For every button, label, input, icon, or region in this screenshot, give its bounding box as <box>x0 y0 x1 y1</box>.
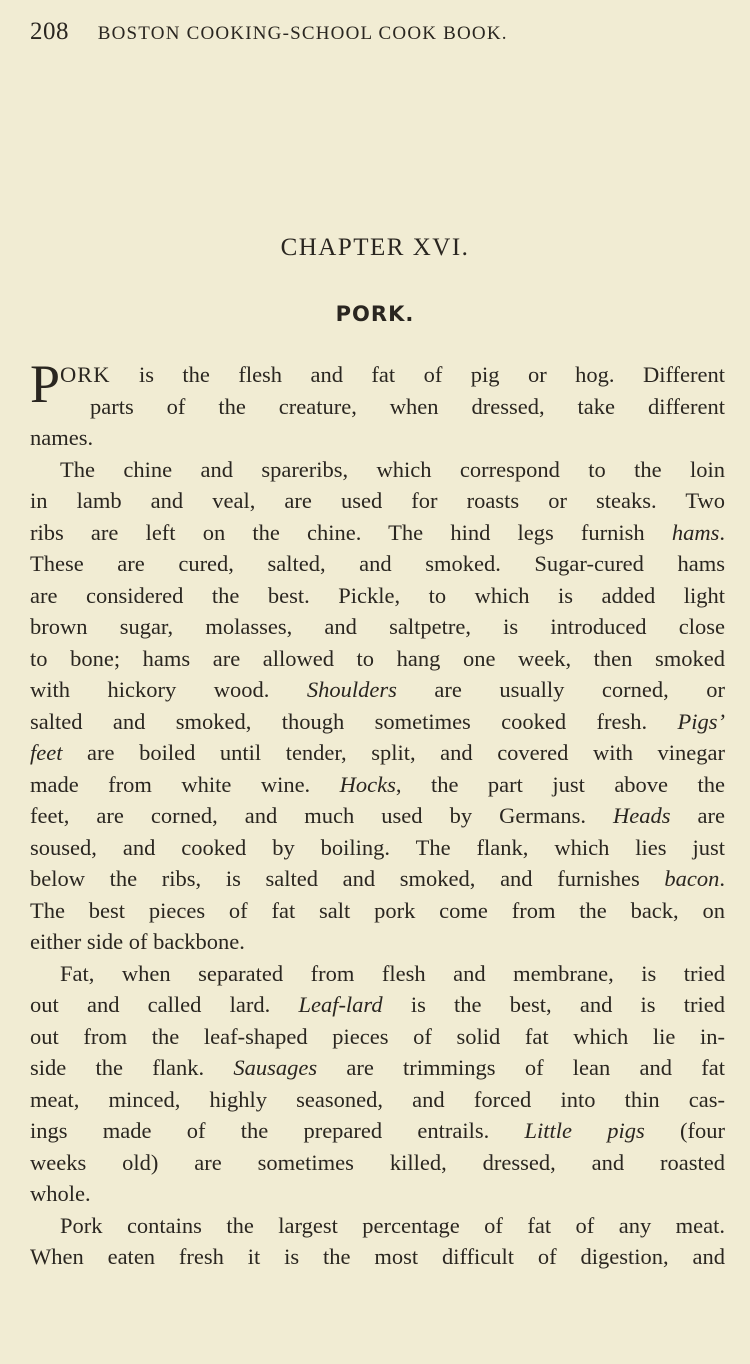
chapter-title: CHAPTER XVI. <box>280 234 470 261</box>
text-line: The best pieces of fat salt pork come from the back, on <box>30 897 725 923</box>
text-line: made from white wine. Hocks, the part just above the <box>30 771 725 797</box>
text-line: When eaten fresh it is the most difficult of digestion, and <box>30 1244 725 1269</box>
running-title: BOSTON COOKING-SCHOOL COOK BOOK. <box>97 23 508 44</box>
text-line: are considered the best. Pickle, to which is added light <box>30 582 725 608</box>
text-line: names. <box>30 425 94 450</box>
text-line: below the ribs, is salted and smoked, and furnishes bacon. <box>30 866 725 891</box>
text-line: either side of backbone. <box>30 929 245 954</box>
text-line: Fat, when separated from flesh and membrane, is tried <box>60 960 725 986</box>
text-line: ings made of the prepared entrails. Little pigs (four <box>30 1118 725 1143</box>
text-line: feet are boiled until tender, split, and covered with vinegar <box>30 740 725 765</box>
text-line: meat, minced, highly seasoned, and forced into thin cas- <box>30 1086 725 1112</box>
text-line: weeks old) are sometimes killed, dressed, and roasted <box>30 1149 725 1175</box>
text-line: out from the leaf-shaped pieces of solid fat which lie in- <box>30 1023 725 1049</box>
text-line: in lamb and veal, are used for roasts or steaks. Two <box>30 488 725 513</box>
page-number: 208 <box>30 18 69 45</box>
text-line: feet, are corned, and much used by Germans. Heads are <box>30 803 726 828</box>
text-line: out and called lard. Leaf-lard is the best, and is tried <box>30 992 726 1017</box>
text-line: P ORK is the flesh and fat of pig or hog. Different <box>30 354 725 414</box>
body-text <box>30 354 726 1273</box>
text-line: Pork contains the largest percentage of fat of any meat. <box>60 1212 725 1238</box>
text-line: whole. <box>30 1181 91 1206</box>
text-line: The chine and spareribs, which correspond to the loin <box>60 456 725 482</box>
text-line: ribs are left on the chine. The hind legs furnish hams. <box>30 519 725 545</box>
text-line: with hickory wood. Shoulders are usually corned, or <box>30 677 726 702</box>
page-header <box>30 18 720 46</box>
section-title: PORK. <box>335 302 415 326</box>
text-line: side the flank. Sausages are trimmings of lean and fat <box>30 1055 725 1080</box>
text-line: brown sugar, molasses, and saltpetre, is introduced close <box>30 614 725 639</box>
text-line: parts of the creature, when dressed, take different <box>90 393 725 419</box>
text-line: salted and smoked, though sometimes cooked fresh. Pigs’ <box>30 708 725 734</box>
text-line: These are cured, salted, and smoked. Sugar-cured hams <box>30 551 725 576</box>
drop-cap: P <box>30 354 61 414</box>
text-line: soused, and cooked by boiling. The flank, which lies just <box>30 834 725 860</box>
text-line: to bone; hams are allowed to hang one week, then smoked <box>30 645 725 671</box>
